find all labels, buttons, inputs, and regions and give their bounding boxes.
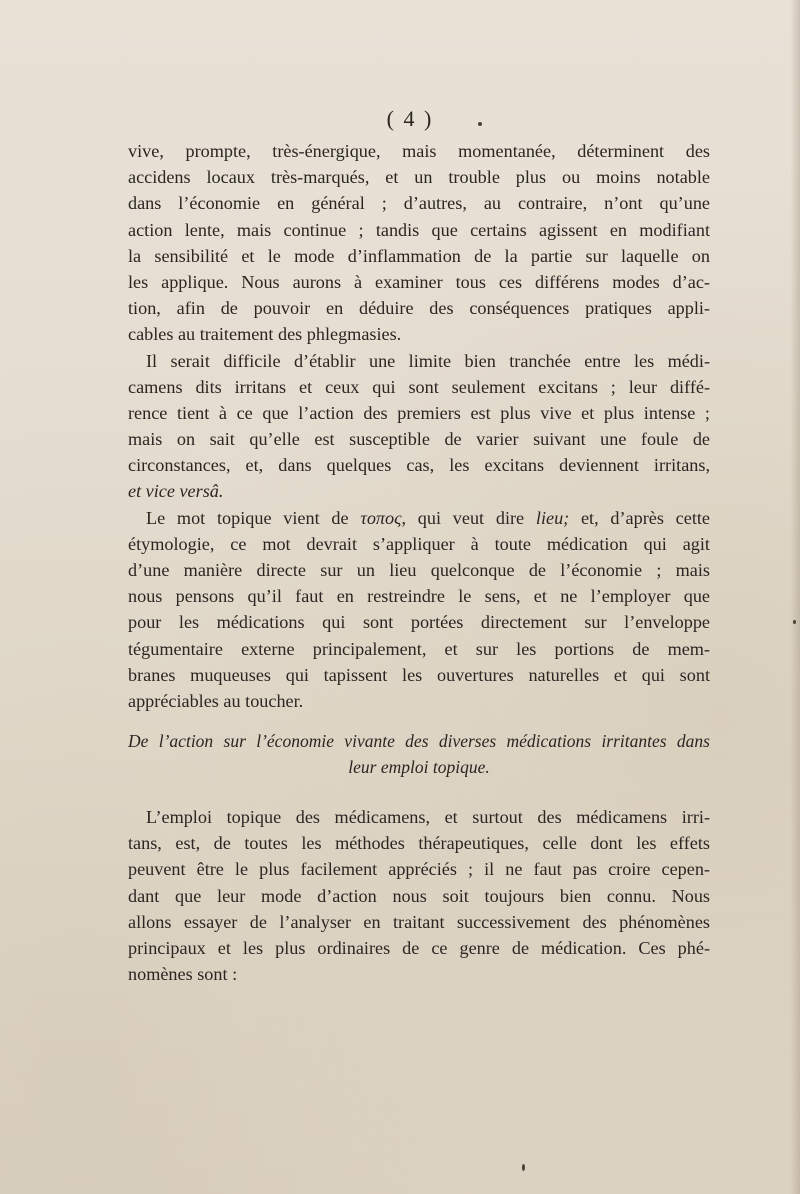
text-line: la sensibilité et le mode d’inflammation de la partie sur laquelle on bbox=[128, 245, 710, 266]
text-line: accidens locaux très-marqués, et un trouble plus ou moins notable bbox=[128, 167, 710, 188]
text-line: Il serait difficile d’établir une limite bien tranchée entre les médi- bbox=[146, 350, 710, 371]
text-line: cables au traitement des phlegmasies. bbox=[128, 324, 402, 345]
text-line: dant que leur mode d’action nous soit toujours bien connu. Nous bbox=[128, 885, 710, 906]
text-line: rence tient à ce que l’action des premiers est plus vive et plus intense ; bbox=[128, 402, 710, 423]
page-edge-shadow bbox=[790, 0, 800, 1194]
text-line: pour les médications qui sont portées directement sur l’enveloppe bbox=[128, 612, 710, 633]
body-text-top bbox=[128, 138, 710, 714]
ink-speck bbox=[522, 1164, 525, 1171]
text-segment: , qui veut dire bbox=[401, 507, 525, 528]
paragraph-2 bbox=[128, 348, 710, 505]
text-line: allons essayer de l’analyser en traitant successivement des phénomènes bbox=[128, 911, 710, 932]
text-line: tion, afin de pouvoir en déduire des conséquences pratiques appli- bbox=[128, 298, 710, 319]
text-line-mixed bbox=[128, 505, 710, 531]
italic-word: lieu; bbox=[535, 507, 570, 528]
text-line: L’emploi topique des médicamens, et surtout des médicamens irri- bbox=[146, 807, 710, 827]
text-line: camens dits irritans et ceux qui sont seulement excitans ; leur diffé- bbox=[128, 376, 710, 397]
text-line: tégumentaire externe principalement, et sur les portions de mem- bbox=[128, 638, 710, 659]
text-line: nomènes sont : bbox=[128, 964, 238, 985]
text-line: mais on sait qu’elle est susceptible de varier suivant une foule de bbox=[128, 429, 710, 450]
ink-speck bbox=[478, 122, 482, 126]
paragraph-4 bbox=[128, 804, 710, 987]
text-line: d’une manière directe sur un lieu quelconque de l’économie ; mais bbox=[128, 560, 710, 580]
text-line: action lente, mais continue ; tandis que certains agissent en modifiant bbox=[128, 219, 710, 240]
heading-line: De l’action sur l’économie vivante des diverses médications irritantes dans bbox=[128, 731, 710, 751]
text-line: peuvent être le plus facilement appréciés ; il ne faut pas croire cepen- bbox=[128, 859, 710, 880]
text-line: tans, est, de toutes les méthodes thérapeutiques, celle dont les effets bbox=[128, 833, 710, 854]
text-line: appréciables au toucher. bbox=[128, 690, 304, 711]
text-segment: et, d’après cette bbox=[580, 507, 710, 528]
ink-speck bbox=[793, 620, 796, 624]
text-line: principaux et les plus ordinaires de ce genre de médication. Ces phé- bbox=[128, 937, 710, 958]
page-number: ( 4 ) bbox=[386, 106, 434, 131]
text-line: les applique. Nous aurons à examiner tous ces différens modes d’ac- bbox=[128, 271, 710, 292]
text-line: nous pensons qu’il faut en restreindre le sens, et ne l’employer que bbox=[128, 586, 710, 607]
text-line: dans l’économie en général ; d’autres, au contraire, n’ont qu’une bbox=[128, 193, 710, 214]
text-line: circonstances, et, dans quelques cas, les excitans deviennent irritans, bbox=[128, 455, 710, 476]
text-line: vive, prompte, très-énergique, mais momentanée, déterminent des bbox=[128, 141, 710, 161]
text-line: étymologie, ce mot devrait s’appliquer à toute médication qui agit bbox=[128, 533, 710, 554]
text-line-italic: et vice versâ. bbox=[128, 481, 224, 502]
greek-word: τοπος bbox=[360, 507, 402, 528]
section-heading bbox=[128, 728, 710, 780]
text-segment: Le mot topique vient de bbox=[146, 507, 349, 528]
paragraph-1 bbox=[128, 138, 710, 348]
paragraph-3 bbox=[128, 505, 710, 715]
text-line: branes muqueuses qui tapissent les ouvertures naturelles et qui sont bbox=[128, 664, 710, 685]
heading-line: leur emploi topique. bbox=[348, 757, 490, 777]
